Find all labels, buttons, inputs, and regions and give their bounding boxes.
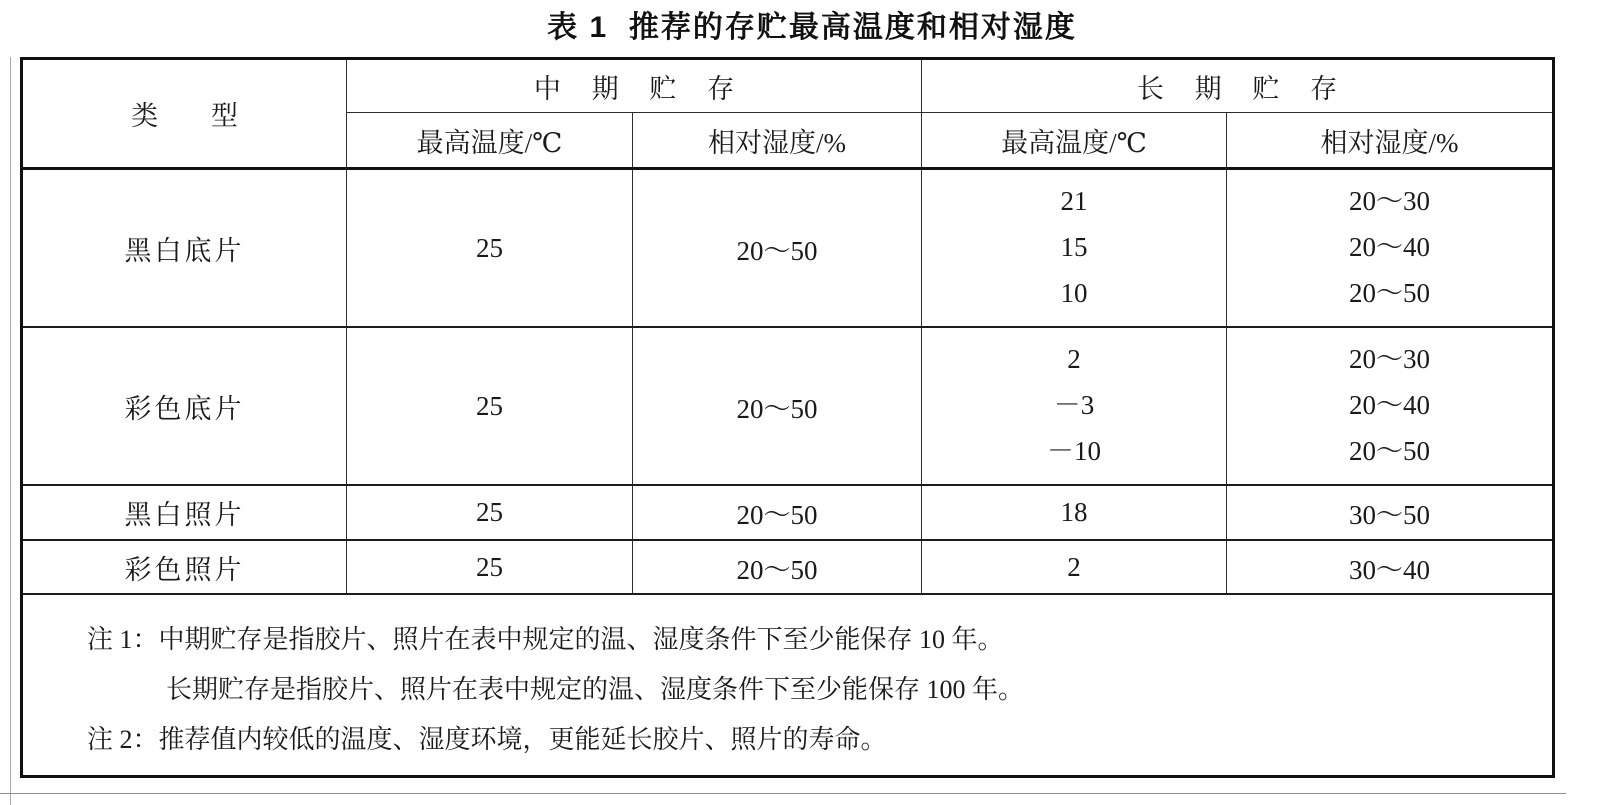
value-line: 20～40	[1349, 232, 1430, 262]
row-color-photo	[22, 540, 1554, 594]
cell-mid-humidity: 20～50	[633, 327, 922, 485]
cell-mid-max-temp: 25	[347, 327, 633, 485]
value-line: 15	[1060, 232, 1088, 262]
header-long-max-temp: 最高温度/℃	[922, 113, 1227, 169]
cell-long-max-temp: 2	[922, 540, 1227, 594]
row-color-negative-film	[22, 327, 1554, 485]
value-stack	[1227, 170, 1552, 326]
header-type: 类 型	[22, 59, 347, 169]
value-line: 10	[1060, 278, 1088, 308]
cell-mid-humidity: 20～50	[633, 540, 922, 594]
cell-mid-max-temp: 25	[347, 169, 633, 328]
note-2-line-1	[87, 715, 1542, 765]
table-title: 表 1 推荐的存贮最高温度和相对湿度	[547, 11, 1077, 44]
header-mid-max-temp: 最高温度/℃	[347, 113, 633, 169]
cell-type-label: 黑白底片	[124, 235, 245, 266]
note-2-text: 推荐值内较低的温度、湿度环境，更能延长胶片、照片的寿命。	[158, 725, 887, 754]
note-1-text: 中期贮存是指胶片、照片在表中规定的温、湿度条件下至少能保存 10 年。	[158, 625, 1004, 654]
cell-long-humidity: 30～50	[1227, 485, 1554, 540]
cell-long-max-temp	[922, 169, 1227, 328]
note-1-label: 注 1：	[87, 625, 159, 654]
note-1-line-2: 长期贮存是指胶片、照片在表中规定的温、湿度条件下至少能保存 100 年。	[166, 675, 1025, 704]
cell-type-label: 黑白照片	[22, 485, 347, 540]
header-mid-humidity: 相对湿度/%	[633, 113, 922, 169]
cell-type-label: 彩色照片	[22, 540, 347, 594]
note-2-label: 注 2：	[87, 725, 159, 754]
header-mid-term-group: 中 期 贮 存	[347, 59, 922, 113]
cell-long-humidity	[1227, 327, 1554, 485]
value-line: 21	[1060, 186, 1088, 216]
value-line: 20～50	[1349, 436, 1430, 466]
value-line: 20～30	[1349, 344, 1430, 374]
value-stack	[922, 170, 1226, 326]
cell-mid-humidity: 20～50	[633, 485, 922, 540]
cell-long-max-temp: 18	[922, 485, 1227, 540]
cell-long-max-temp	[922, 327, 1227, 485]
cell-long-humidity	[1227, 169, 1554, 328]
value-stack	[1227, 328, 1552, 484]
value-line: －3	[1053, 390, 1095, 420]
notes-row	[22, 594, 1554, 777]
storage-conditions-table	[20, 57, 1555, 778]
page-edge-line-bottom	[0, 793, 1566, 794]
cell-long-humidity: 30～40	[1227, 540, 1554, 594]
page-edge-line-left	[10, 57, 11, 805]
note-1-line-1	[87, 615, 1542, 665]
row-bw-photo	[22, 485, 1554, 540]
cell-mid-humidity: 20～50	[633, 169, 922, 328]
value-stack	[922, 328, 1226, 484]
value-line: 20～50	[1349, 278, 1430, 308]
value-line: 20～30	[1349, 186, 1430, 216]
header-group-row	[22, 59, 1554, 113]
cell-mid-max-temp: 25	[347, 540, 633, 594]
value-line: －10	[1047, 436, 1101, 466]
header-long-humidity: 相对湿度/%	[1227, 113, 1554, 169]
notes-cell	[22, 594, 1554, 777]
cell-mid-max-temp: 25	[347, 485, 633, 540]
value-line: 20～40	[1349, 390, 1430, 420]
value-line: 2	[1067, 344, 1081, 374]
row-bw-negative-film	[22, 169, 1554, 328]
cell-type-label: 彩色底片	[22, 327, 347, 485]
header-long-term-group: 长 期 贮 存	[922, 59, 1554, 113]
